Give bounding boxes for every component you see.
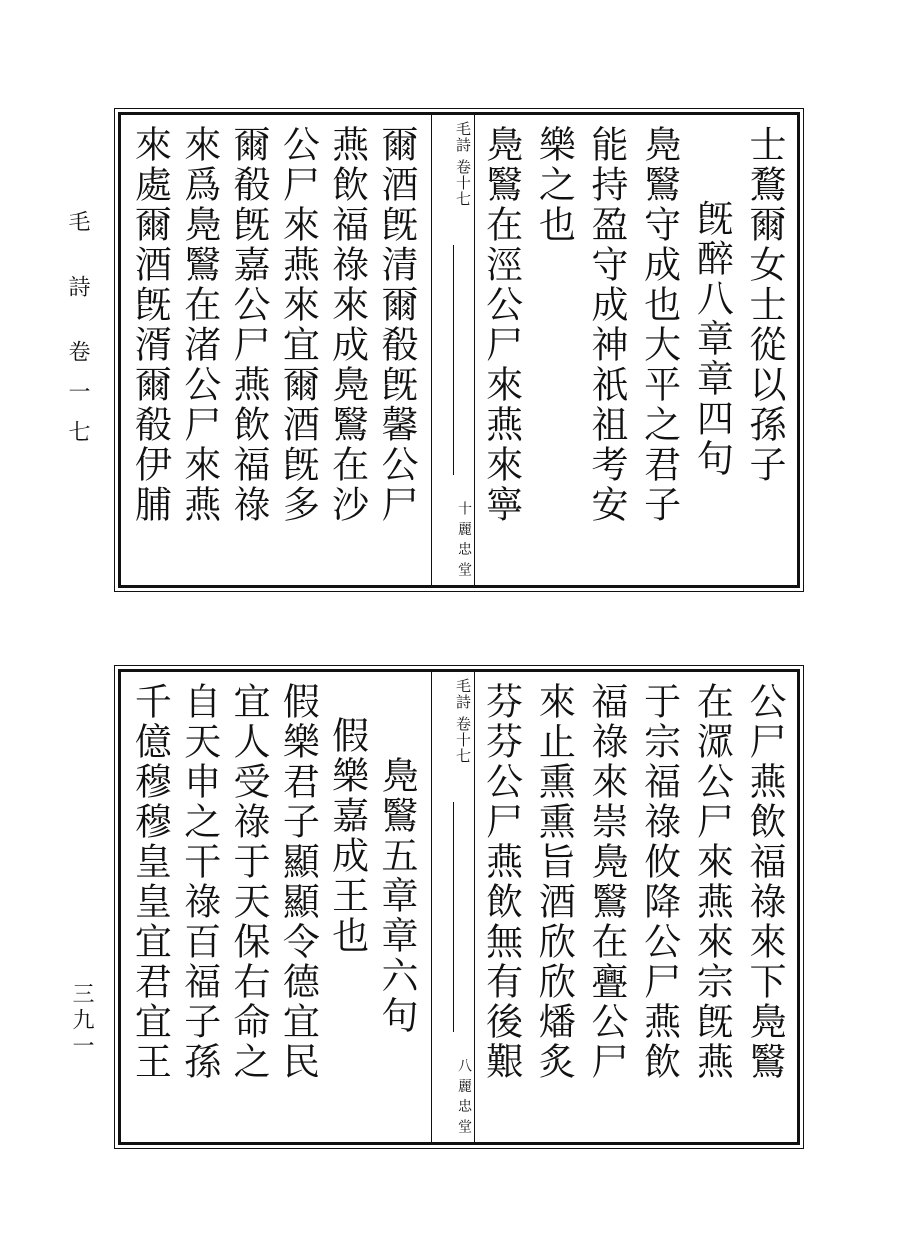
fold-header: 毛詩 卷十七 — [454, 121, 472, 207]
text-column: 來爲鳧鷖在渚公尸來燕 — [177, 125, 221, 525]
top-text-panel — [118, 112, 800, 588]
text-column: 于宗福祿攸降公尸燕飲 — [637, 682, 681, 1082]
text-column: 千億穆穆皇皇宜君宜王 — [128, 682, 172, 1082]
text-column: 芬芬公尸燕飲無有後艱 — [479, 682, 523, 1082]
top-center-fold — [431, 115, 475, 585]
fold-header: 毛詩 卷十七 — [454, 678, 472, 764]
text-column: 公尸燕飲福祿來下鳧鷖 — [743, 682, 786, 1082]
text-column: 燕飲福祿來成鳧鷖在沙 — [325, 125, 369, 525]
text-column-heading: 鳧鷖五章章六句 — [375, 756, 418, 1036]
text-column: 來處爾酒旣湑爾殽伊脯 — [128, 125, 172, 525]
text-column: 爾殽旣嘉公尸燕飲福祿 — [227, 125, 271, 525]
top-left-half — [121, 115, 429, 585]
bottom-left-half — [121, 672, 429, 1142]
text-column: 爾酒旣清爾殽旣馨公尸 — [375, 125, 418, 525]
text-column: 能持盈守成神祇祖考安 — [584, 125, 628, 525]
top-right-half — [469, 115, 797, 585]
text-column: 鳧鷖守成也大平之君子 — [637, 125, 681, 525]
text-column-heading: 旣醉八章章四句 — [690, 199, 734, 479]
fold-footer: 十 麗 忠 堂 — [456, 500, 472, 577]
text-column-heading: 假樂嘉成王也 — [325, 716, 369, 956]
margin-page-number: 三九一 — [69, 982, 94, 1060]
text-column: 公尸來燕來宜爾酒旣多 — [276, 125, 320, 525]
text-column: 樂之也 — [532, 125, 576, 245]
fold-rule — [453, 802, 454, 1032]
text-column: 宜人受祿于天保右命之 — [227, 682, 271, 1082]
bottom-center-fold — [431, 672, 475, 1142]
bottom-right-half — [469, 672, 797, 1142]
margin-book-title: 毛 詩 卷一七 — [65, 210, 90, 460]
text-column: 來止熏熏旨酒欣欣燔炙 — [532, 682, 576, 1082]
text-column: 鳧鷖在涇公尸來燕來寧 — [479, 125, 523, 525]
text-column: 在潀公尸來燕來宗旣燕 — [690, 682, 734, 1082]
text-column: 假樂君子顯顯令德宜民 — [276, 682, 320, 1082]
fold-footer: 八 麗 忠 堂 — [456, 1057, 472, 1134]
text-column: 自天申之干祿百福子孫 — [177, 682, 221, 1082]
bottom-text-panel — [118, 669, 800, 1145]
fold-rule — [453, 245, 454, 475]
text-column: 福祿來崇鳧鷖在亹公尸 — [584, 682, 628, 1082]
text-column: 士鶩爾女士從以孫子 — [743, 125, 786, 485]
